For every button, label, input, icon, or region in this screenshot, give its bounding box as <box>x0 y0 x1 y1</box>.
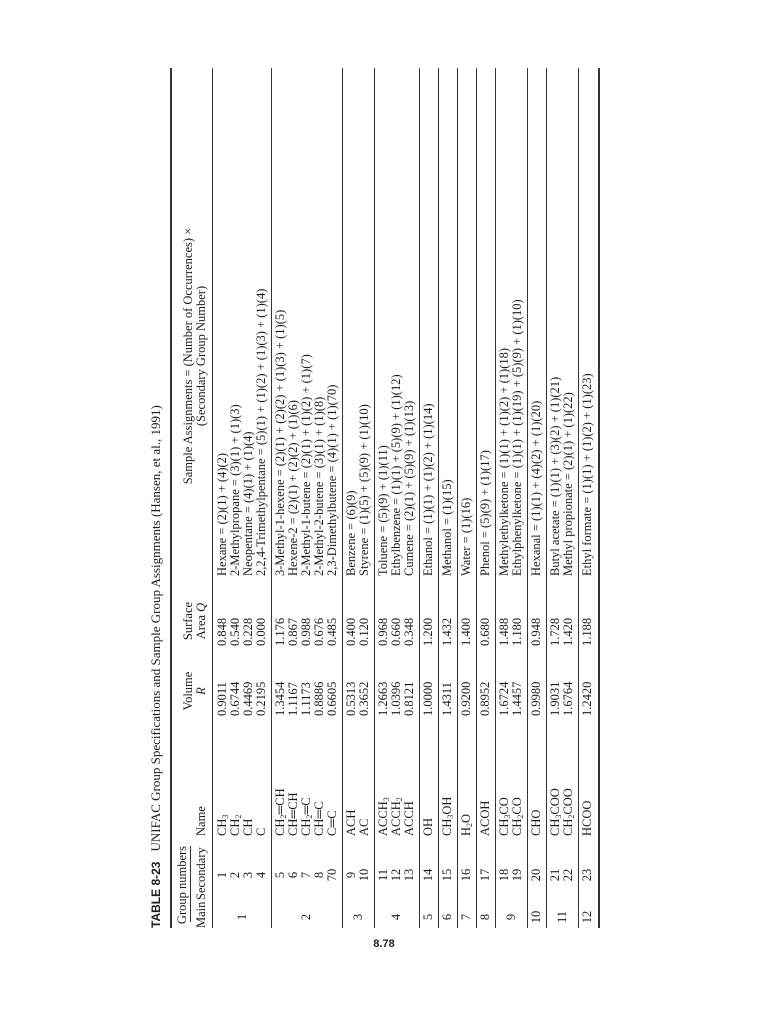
secondary-group-number-line: 4 <box>254 871 268 879</box>
group-name <box>422 818 435 836</box>
group-name-line: C <box>254 827 268 836</box>
group-name <box>460 814 473 836</box>
secondary-group-number <box>530 850 543 900</box>
main-group-number: 2 <box>299 913 313 921</box>
secondary-group-number-line: 6 <box>286 871 300 879</box>
surface-area-q <box>274 618 339 646</box>
surface-area-q-line: 0.485 <box>325 617 339 646</box>
secondary-group-number-line: 5 <box>273 871 287 879</box>
volume-r-line: 0.5313 <box>344 681 358 716</box>
main-group-number: 9 <box>503 913 518 921</box>
volume-r-line: 1.1173 <box>299 682 313 716</box>
sample-assignment <box>377 374 416 576</box>
group-name-line: $ACCH_2$ <box>389 797 404 836</box>
header-volume-symbol: R <box>194 687 208 695</box>
secondary-group-number <box>274 850 339 900</box>
group-name <box>530 810 543 836</box>
volume-r-line: 0.3652 <box>357 681 371 716</box>
volume-r-line: 1.2420 <box>580 681 594 716</box>
secondary-group-number-line: 1 <box>215 871 229 879</box>
header-sample-line1: Sample Assignments = (Number of Occurrences) × <box>181 227 195 485</box>
group-separator <box>374 68 375 928</box>
sample-assignment <box>274 310 339 576</box>
table-title <box>148 68 168 928</box>
secondary-group-number-line: 20 <box>529 868 543 882</box>
volume-r <box>530 682 543 716</box>
sample-assignment-line: Methyl propionate = (2)(1) + (1)(22) <box>561 392 575 576</box>
sample-assignment-line: Benzene = (6)(9) <box>344 490 358 576</box>
volume-r <box>581 682 594 716</box>
volume-r-line: 1.6724 <box>497 681 511 716</box>
volume-r-line: 0.8952 <box>478 681 492 716</box>
group-name-line: ACOH <box>478 800 492 836</box>
group-name-line: ACH <box>344 809 358 836</box>
main-group-number: 10 <box>529 910 543 924</box>
sample-assignment <box>422 404 435 576</box>
sample-assignment-line: 2-Methylpropane = (3)(1) + (1)(3) <box>228 404 242 576</box>
volume-r <box>549 682 575 716</box>
sample-assignment-line: Toluene = (5)(9) + (1)(11) <box>376 445 390 576</box>
secondary-group-number-line: 14 <box>421 868 435 882</box>
secondary-group-number <box>498 850 524 900</box>
header-volume-label: Volume <box>181 671 195 711</box>
sample-assignment-line: 2,2,4-Trimethylpentane = (5)(1) + (1)(2) + (1)(3) + (1)(4) <box>254 288 268 576</box>
header-surface-label: Surface <box>181 601 195 641</box>
sample-assignment <box>216 289 268 576</box>
group-separator <box>271 68 272 928</box>
group-name-line: AC <box>357 818 371 836</box>
volume-r-line: 1.2663 <box>376 681 390 716</box>
main-group-number: 3 <box>350 913 365 921</box>
group-name-line: $CH_2CO$ <box>510 797 525 836</box>
volume-r <box>422 682 435 716</box>
secondary-group-number-line: 17 <box>478 868 492 882</box>
surface-area-q-line: 1.728 <box>548 617 562 646</box>
sample-assignment-line: Methylethylketone = (1)(1) + (1)(2) + (1)(18) <box>497 347 511 576</box>
header-area-label: Area <box>194 611 208 640</box>
secondary-group-number-line: 10 <box>357 868 371 882</box>
main-group-number: 6 <box>440 913 454 921</box>
volume-r <box>479 682 492 716</box>
surface-area-q-line: 1.420 <box>561 617 575 646</box>
sample-assignment-line: Methanol = (1)(15) <box>440 479 454 576</box>
volume-r-line: 1.1167 <box>286 682 300 716</box>
group-name <box>581 801 594 836</box>
volume-r-line: 1.4311 <box>440 682 454 716</box>
secondary-group-number-line: 2 <box>228 871 242 879</box>
group-separator <box>527 68 528 928</box>
volume-r-line: 0.9200 <box>459 681 473 716</box>
group-name-line: CH <box>241 818 255 836</box>
group-separator <box>495 68 496 928</box>
secondary-group-number-line: 16 <box>459 868 473 882</box>
secondary-group-number-line: 23 <box>580 868 594 882</box>
surface-area-q-line: 0.676 <box>312 617 326 646</box>
table-caption: UNIFAC Group Specifications and Sample Group Assignments (Hansen, et al., 1991) <box>148 405 163 852</box>
surface-area-q-line: 0.680 <box>478 617 492 646</box>
group-name-line: $CH_3CO$ <box>497 797 512 836</box>
sample-assignment-line: Ethylphenylketone = (1)(1) + (1)(19) + (5)(9) + (1)(10) <box>510 299 524 576</box>
main-group-number: 12 <box>580 910 594 924</box>
secondary-group-number-line: 13 <box>402 868 416 882</box>
volume-r-line: 1.0396 <box>389 681 403 716</box>
sample-assignment-line: Ethanol = (1)(1) + (1)(2) + (1)(14) <box>421 403 435 576</box>
secondary-group-number <box>377 850 416 900</box>
group-separator <box>578 68 579 928</box>
group-name <box>274 788 339 836</box>
sample-assignment-line: Neopentane = (4)(1) + (1)(4) <box>241 431 255 576</box>
surface-area-q-line: 1.400 <box>459 617 473 646</box>
volume-r <box>460 682 473 716</box>
group-name <box>216 815 268 836</box>
volume-r-line: 1.6764 <box>561 681 575 716</box>
secondary-group-number <box>216 850 268 900</box>
group-name-line: OH <box>421 817 435 836</box>
secondary-group-number-line: 18 <box>497 868 511 882</box>
secondary-group-number-line: 22 <box>561 868 575 882</box>
volume-r-line: 0.4469 <box>241 681 255 716</box>
surface-area-q-line: 1.200 <box>421 617 435 646</box>
main-group-number: 4 <box>389 913 403 921</box>
sample-assignment <box>530 401 543 576</box>
sample-assignment <box>549 377 575 576</box>
group-name-line: CH═CH <box>286 792 300 836</box>
secondary-group-number-line: 3 <box>241 871 255 879</box>
surface-area-q <box>216 618 268 646</box>
secondary-group-number-line: 8 <box>312 871 326 879</box>
sample-assignment <box>441 479 454 576</box>
rotated-table-page <box>148 68 668 928</box>
secondary-group-number-line: 11 <box>376 868 390 882</box>
surface-area-q-line: 1.432 <box>440 617 454 646</box>
volume-r-line: 0.9011 <box>215 682 229 716</box>
header-name: Name <box>194 806 208 836</box>
top-rule <box>170 68 172 928</box>
secondary-group-number <box>345 850 371 900</box>
surface-area-q-line: 0.867 <box>286 617 300 646</box>
secondary-group-number <box>479 850 492 900</box>
group-name-line: $H_2O$ <box>459 813 474 836</box>
secondary-group-number <box>549 850 575 900</box>
sample-assignment <box>581 373 594 576</box>
sample-assignment-line: 2,3-Dimethylbutene = (4)(1) + (1)(70) <box>325 384 339 576</box>
group-name <box>498 797 524 836</box>
surface-area-q-line: 0.000 <box>254 617 268 646</box>
surface-area-q-line: 1.180 <box>510 617 524 646</box>
sample-assignment <box>460 498 473 576</box>
surface-area-q <box>377 618 416 646</box>
surface-area-q <box>530 618 543 646</box>
sample-assignment-line: Hexanal = (1)(1) + (4)(2) + (1)(20) <box>529 400 543 576</box>
secondary-group-number-line: 7 <box>299 871 313 879</box>
secondary-group-number <box>422 850 435 900</box>
page-number: 8.78 <box>373 938 395 950</box>
sample-assignment-line: Hexane = (2)(1) + (4)(2) <box>215 452 229 576</box>
bottom-rule <box>598 68 600 928</box>
volume-r <box>441 682 454 716</box>
secondary-group-number-line: 15 <box>440 868 454 882</box>
surface-area-q <box>422 618 435 646</box>
volume-r <box>498 682 524 716</box>
surface-area-q-line: 0.228 <box>241 617 255 646</box>
header-main: Main <box>194 901 208 928</box>
volume-r-line: 0.6744 <box>228 681 242 716</box>
surface-area-q-line: 0.968 <box>376 617 390 646</box>
secondary-group-number <box>441 850 454 900</box>
sample-assignment-line: Hexene-2 = (2)(1) + (2)(2) + (1)(6) <box>286 400 300 576</box>
sample-assignment-line: Butyl acetate = (1)(1) + (3)(2) + (1)(21) <box>548 376 562 576</box>
secondary-group-number-line: 70 <box>325 868 339 882</box>
sample-assignment-line: Ethylbenzene = (1)(1) + (5)(9) + (1)(12) <box>389 374 403 576</box>
header-volume <box>182 666 208 716</box>
group-name-line: $CH_3OH$ <box>440 796 455 836</box>
header-area-line <box>195 596 208 646</box>
group-separator <box>546 68 547 928</box>
sample-assignment-line: 2-Methyl-2-butene = (3)(1) + (1)(8) <box>312 396 326 576</box>
header-group-numbers: Group numbers <box>175 845 189 925</box>
surface-area-q-line: 0.400 <box>344 617 358 646</box>
main-group-number: 5 <box>421 913 435 921</box>
sample-assignment-line: 3-Methyl-1-hexene = (2)(1) + (2)(2) + (1)(3) + (1)(5) <box>273 309 287 576</box>
sample-assignment-line: Cumene = (2)(1) + (5)(9) + (1)(13) <box>402 400 416 576</box>
sample-assignment-line: 2-Methyl-1-butene = (2)(1) + (1)(2) + (1)(7) <box>299 354 313 576</box>
surface-area-q <box>498 618 524 646</box>
group-name-line: $CH_2═C$ <box>299 797 314 836</box>
volume-r-line: 1.9031 <box>548 681 562 716</box>
main-group-number: 7 <box>459 913 473 921</box>
surface-area-q <box>479 618 492 646</box>
group-name-line: CHO <box>529 809 543 836</box>
header-sample-line2: (Secondary Group Number) <box>194 285 208 427</box>
header-surface-area <box>182 596 208 646</box>
volume-r <box>377 682 416 716</box>
volume-r-line: 0.8886 <box>312 681 326 716</box>
surface-area-q <box>460 618 473 646</box>
surface-area-q <box>581 618 594 646</box>
group-name <box>549 788 575 836</box>
header-secondary: Secondary <box>194 847 208 900</box>
table-number: TABLE 8-23 <box>149 861 163 928</box>
main-group-number: 1 <box>234 913 249 921</box>
surface-area-q <box>345 618 371 646</box>
surface-area-q-line: 0.988 <box>299 617 313 646</box>
header-area-symbol: Q <box>194 602 208 612</box>
group-name-line: ACCH <box>402 801 416 836</box>
surface-area-q-line: 1.176 <box>273 617 287 646</box>
sample-assignment <box>479 450 492 576</box>
main-group-number: 11 <box>554 910 569 924</box>
group-name <box>479 801 492 836</box>
group-name-line: CH═C <box>312 801 326 836</box>
group-separator <box>476 68 477 928</box>
volume-r-line: 1.3454 <box>273 681 287 716</box>
group-name-line: C═C <box>325 810 339 836</box>
volume-r <box>216 682 268 716</box>
surface-area-q-line: 0.948 <box>529 617 543 646</box>
surface-area-q-line: 0.348 <box>402 617 416 646</box>
sample-assignment-line: Phenol = (5)(9) + (1)(17) <box>478 450 492 576</box>
volume-r-line: 1.0000 <box>421 681 435 716</box>
group-separator <box>438 68 439 928</box>
sample-assignment-line: Styrene = (1)(5) + (5)(9) + (1)(10) <box>357 404 371 576</box>
surface-area-q-line: 0.540 <box>228 617 242 646</box>
secondary-group-number-line: 9 <box>344 871 358 879</box>
group-name-line: $CH_2═CH$ <box>273 788 288 836</box>
surface-area-q-line: 0.848 <box>215 617 229 646</box>
surface-area-q <box>441 618 454 646</box>
header-rule <box>212 68 213 928</box>
sample-assignment <box>345 404 371 576</box>
group-separator <box>342 68 343 928</box>
volume-r <box>274 682 339 716</box>
surface-area-q-line: 0.120 <box>357 617 371 646</box>
group-name <box>377 797 416 836</box>
sample-assignment-line: Ethyl formate = (1)(1) + (1)(2) + (1)(23) <box>580 373 594 576</box>
group-name-line: HCOO <box>580 800 594 836</box>
header-sample-assignments <box>182 136 208 576</box>
volume-r <box>345 682 371 716</box>
surface-area-q-line: 0.660 <box>389 617 403 646</box>
group-name <box>345 810 371 836</box>
surface-area-q <box>549 618 575 646</box>
main-group-number: 8 <box>478 913 492 921</box>
sample-assignment-line: Water = (1)(16) <box>459 497 473 576</box>
group-separator <box>419 68 420 928</box>
secondary-group-number-line: 19 <box>510 868 524 882</box>
group-name <box>441 797 454 836</box>
volume-r-line: 0.9980 <box>529 681 543 716</box>
secondary-group-number <box>460 850 473 900</box>
group-name-line: $CH_3$ <box>215 814 230 836</box>
surface-area-q-line: 1.488 <box>497 617 511 646</box>
group-numbers-rule <box>190 846 191 922</box>
surface-area-q-line: 1.188 <box>580 617 594 646</box>
volume-r-line: 0.2195 <box>254 681 268 716</box>
group-separator <box>457 68 458 928</box>
group-name-line: $CH_3COO$ <box>548 788 563 836</box>
volume-r-line: 0.8121 <box>402 681 416 716</box>
sample-assignment <box>498 299 524 576</box>
volume-r-line: 0.6605 <box>325 681 339 716</box>
group-name-line: $CH_2$ <box>228 814 243 836</box>
secondary-group-number-line: 12 <box>389 868 403 882</box>
group-name-line: $ACCH_3$ <box>376 797 391 836</box>
group-name-line: $CH_2COO$ <box>561 788 576 836</box>
secondary-group-number-line: 21 <box>548 868 562 882</box>
volume-r-line: 1.4457 <box>510 681 524 716</box>
secondary-group-number <box>581 850 594 900</box>
